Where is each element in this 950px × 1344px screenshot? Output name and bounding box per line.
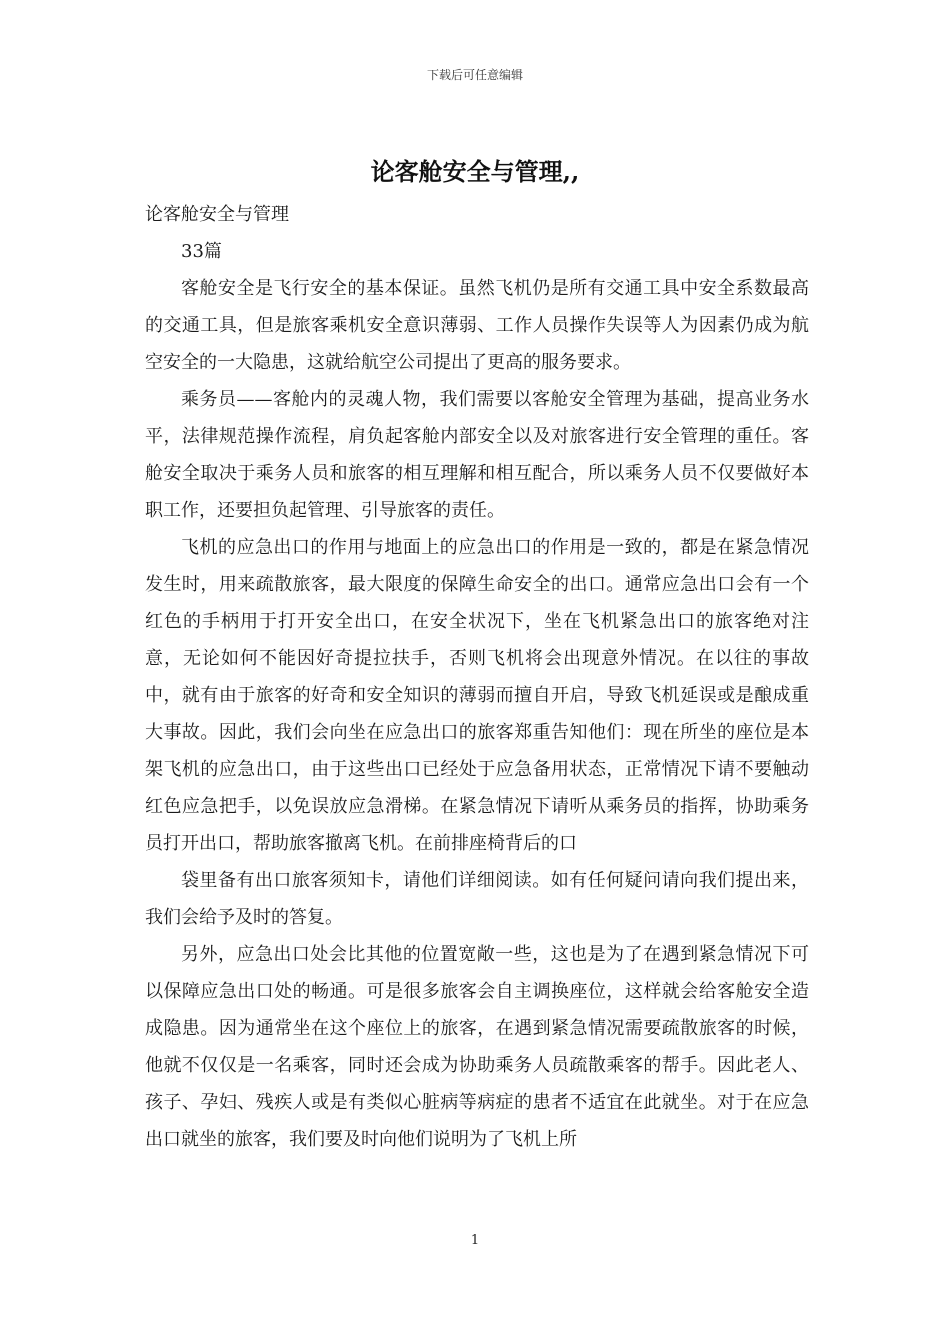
document-subtitle: 论客舱安全与管理 — [145, 204, 289, 225]
paragraph: 另外，应急出口处会比其他的位置宽敞一些，这也是为了在遇到紧急情况下可以保障应急出口处的畅通。可是很多旅客会自主调换座位，这样就会给客舱安全造成隐患。因为通常坐在这个座位上的旅客，在遇到紧急情况需要疏散旅客的时候，他就不仅仅是一名乘客，同时还会成为协助乘务人员疏散乘客的帮手。因此老人、孩子、孕妇、残疾人或是有类似心脏病等病症的患者不适宜在此就坐。对于在应急出口就坐的旅客，我们要及时向他们说明为了飞机上所 — [145, 944, 809, 1150]
document-body — [145, 196, 809, 1158]
paragraph: 客舱安全是飞行安全的基本保证。虽然飞机仍是所有交通工具中安全系数最高的交通工具，但是旅客乘机安全意识薄弱、工作人员操作失误等人为因素仍成为航空安全的一大隐患，这就给航空公司提出了更高的服务要求。 — [145, 278, 809, 373]
document-title: 论客舱安全与管理,, — [370, 157, 580, 186]
document-meta: 33篇 — [181, 241, 222, 262]
paragraph: 袋里备有出口旅客须知卡，请他们详细阅读。如有任何疑问请向我们提出来，我们会给予及时的答复。 — [145, 870, 809, 928]
header-note: 下载后可任意编辑 — [426, 68, 523, 82]
page-number: 1 — [470, 1233, 480, 1248]
paragraph: 飞机的应急出口的作用与地面上的应急出口的作用是一致的，都是在紧急情况发生时，用来疏散旅客，最大限度的保障生命安全的出口。通常应急出口会有一个红色的手柄用于打开安全出口，在安全状况下，坐在飞机紧急出口的旅客绝对注意，无论如何不能因好奇提拉扶手，否则飞机将会出现意外情况。在以往的事故中，就有由于旅客的好奇和安全知识的薄弱而擅自开启，导致飞机延误或是酿成重大事故。因此，我们会向坐在应急出口的旅客郑重告知他们：现在所坐的座位是本架飞机的应急出口，由于这些出口已经处于应急备用状态，正常情况下请不要触动红色应急把手，以免误放应急滑梯。在紧急情况下请听从乘务员的指挥，协助乘务员打开出口，帮助旅客撤离飞机。在前排座椅背后的口 — [145, 537, 809, 854]
paragraph: 乘务员——客舱内的灵魂人物，我们需要以客舱安全管理为基础，提高业务水平，法律规范操作流程，肩负起客舱内部安全以及对旅客进行安全管理的重任。客舱安全取决于乘务人员和旅客的相互理解和相互配合，所以乘务人员不仅要做好本职工作，还要担负起管理、引导旅客的责任。 — [145, 389, 809, 521]
